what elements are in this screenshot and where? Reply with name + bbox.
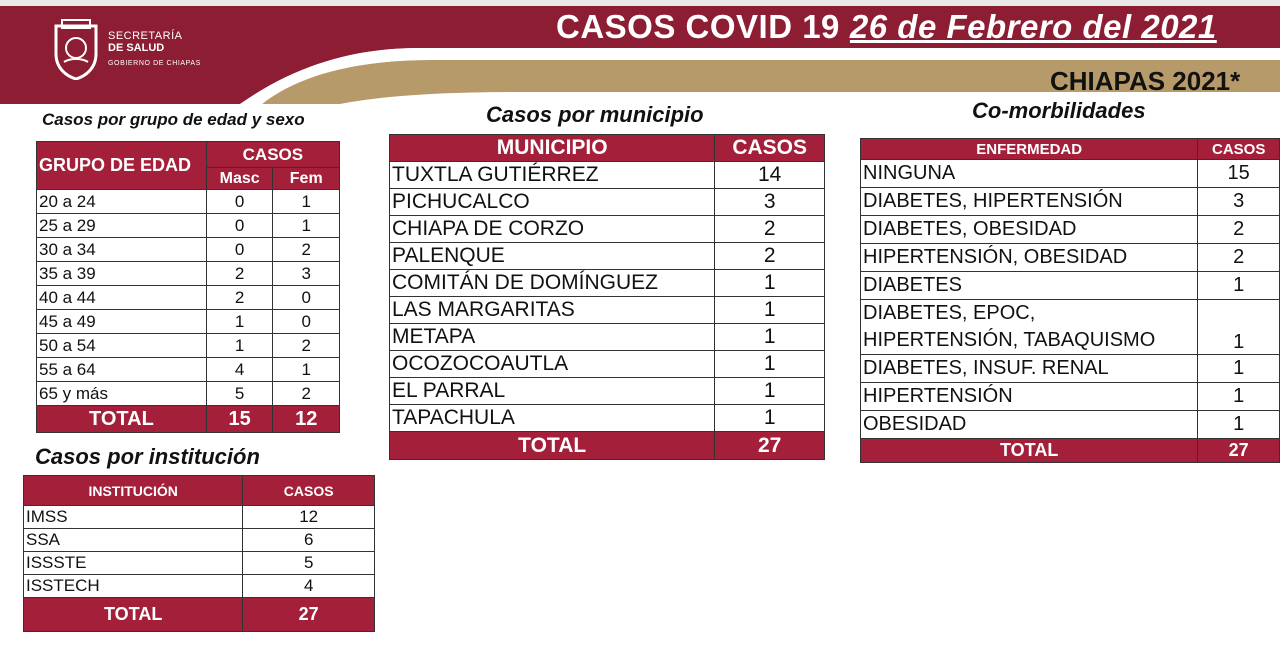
institution-table: [23, 475, 375, 632]
comorbidities-total-row: [861, 439, 1280, 463]
col-masc-header: Masc: [206, 168, 273, 190]
age-group-cell: 65 y más: [37, 382, 207, 406]
institution-cell: ISSSTE: [24, 552, 243, 575]
table-row: [37, 310, 340, 334]
municipality-total-row: [390, 432, 825, 460]
cases-cell: 2: [1198, 216, 1280, 244]
disease-cell: [861, 411, 1198, 439]
cases-cell: 1: [1198, 355, 1280, 383]
cases-cell: 1: [1198, 411, 1280, 439]
table-row: [390, 162, 825, 189]
municipality-cell: CHIAPA DE CORZO: [390, 216, 715, 243]
disease-cell: [861, 244, 1198, 272]
table-row: [37, 214, 340, 238]
logo-line-3: GOBIERNO DE CHIAPAS: [108, 60, 201, 68]
cases-cell: 2: [1198, 244, 1280, 272]
table-row: [390, 405, 825, 432]
logo-line-2: DE SALUD: [108, 42, 165, 55]
municipality-body: [390, 162, 825, 432]
comorbidities-body: [861, 160, 1280, 439]
table-row: [37, 382, 340, 406]
cases-cell: 1: [715, 324, 825, 351]
disease-name: DIABETES, EPOC,: [863, 302, 1036, 324]
table-row: [390, 216, 825, 243]
municipality-cell: PICHUCALCO: [390, 189, 715, 216]
cases-cell: 12: [243, 506, 375, 529]
fem-cell: 2: [273, 334, 340, 358]
table-row: [24, 552, 375, 575]
cases-cell: 1: [715, 297, 825, 324]
masc-cell: 2: [206, 286, 273, 310]
table-row: [37, 286, 340, 310]
age-sex-table: [36, 141, 340, 433]
table-row: [390, 243, 825, 270]
total-label: TOTAL: [37, 406, 207, 433]
age-sex-title: Casos por grupo de edad y sexo: [42, 110, 305, 129]
state-label: CHIAPAS 2021*: [1050, 66, 1241, 96]
cases-cell: 3: [715, 189, 825, 216]
total-value: 27: [1198, 439, 1280, 463]
col-cases-header: CASOS: [243, 476, 375, 506]
total-label: TOTAL: [861, 439, 1198, 463]
municipality-cell: OCOZOCOAUTLA: [390, 351, 715, 378]
fem-cell: 1: [273, 190, 340, 214]
fem-cell: 3: [273, 262, 340, 286]
municipality-cell: METAPA: [390, 324, 715, 351]
municipality-cell: COMITÁN DE DOMÍNGUEZ: [390, 270, 715, 297]
table-row: [37, 334, 340, 358]
municipality-cell: TUXTLA GUTIÉRREZ: [390, 162, 715, 189]
municipality-title: Casos por municipio: [486, 102, 704, 127]
cases-cell: 1: [1198, 300, 1280, 355]
table-row: [37, 238, 340, 262]
cases-cell: 2: [715, 243, 825, 270]
age-group-cell: 20 a 24: [37, 190, 207, 214]
cases-cell: 2: [715, 216, 825, 243]
table-row: [861, 216, 1280, 244]
col-fem-header: Fem: [273, 168, 340, 190]
municipality-table: [389, 134, 825, 460]
table-row: [390, 324, 825, 351]
logo-line-1: SECRETARÍA: [108, 30, 183, 42]
comorbidities-title: Co-morbilidades: [972, 98, 1146, 123]
table-row: [861, 383, 1280, 411]
institution-cell: SSA: [24, 529, 243, 552]
cases-cell: 1: [715, 405, 825, 432]
total-label: TOTAL: [24, 598, 243, 632]
disease-name: OBESIDAD: [863, 413, 967, 435]
col-group-header: GRUPO DE EDAD: [37, 142, 207, 190]
disease-name: HIPERTENSIÓN: [863, 385, 1013, 407]
disease-name: DIABETES, HIPERTENSIÓN: [863, 190, 1123, 212]
table-row: [861, 160, 1280, 188]
table-row: [861, 355, 1280, 383]
fem-cell: 2: [273, 238, 340, 262]
col-disease-header: ENFERMEDAD: [861, 139, 1198, 160]
disease-cell: [861, 216, 1198, 244]
institution-total-row: [24, 598, 375, 632]
table-row: [861, 188, 1280, 216]
col-cases-header: CASOS: [206, 142, 339, 168]
cases-cell: 3: [1198, 188, 1280, 216]
institution-cell: IMSS: [24, 506, 243, 529]
disease-name-line-2: HIPERTENSIÓN, TABAQUISMO: [863, 329, 1156, 351]
total-value: 27: [243, 598, 375, 632]
age-total-row: [37, 406, 340, 433]
disease-cell: [861, 160, 1198, 188]
table-row: [861, 244, 1280, 272]
title-text: CASOS COVID 19: [556, 8, 840, 45]
table-row: [37, 358, 340, 382]
age-group-cell: 25 a 29: [37, 214, 207, 238]
fem-cell: 2: [273, 382, 340, 406]
table-row: [861, 411, 1280, 439]
disease-name: NINGUNA: [863, 162, 956, 184]
institution-title: Casos por institución: [35, 444, 260, 469]
table-row: [861, 300, 1280, 355]
cases-cell: 1: [715, 378, 825, 405]
age-group-cell: 30 a 34: [37, 238, 207, 262]
comorbidities-table: [860, 138, 1280, 463]
cases-cell: 1: [715, 351, 825, 378]
cases-cell: 5: [243, 552, 375, 575]
table-row: [37, 190, 340, 214]
municipality-cell: EL PARRAL: [390, 378, 715, 405]
cases-cell: 6: [243, 529, 375, 552]
municipality-cell: TAPACHULA: [390, 405, 715, 432]
total-value: 27: [715, 432, 825, 460]
municipality-cell: LAS MARGARITAS: [390, 297, 715, 324]
table-row: [390, 297, 825, 324]
masc-cell: 0: [206, 190, 273, 214]
disease-name: DIABETES, OBESIDAD: [863, 218, 1077, 240]
fem-cell: 0: [273, 310, 340, 334]
disease-cell: [861, 272, 1198, 300]
table-row: [390, 351, 825, 378]
title-date: 26 de Febrero del 2021: [849, 8, 1217, 45]
disease-cell: [861, 300, 1198, 355]
page-title: [556, 8, 1217, 46]
masc-cell: 1: [206, 334, 273, 358]
table-row: [37, 262, 340, 286]
institution-body: [24, 506, 375, 598]
table-row: [24, 529, 375, 552]
col-municipality-header: MUNICIPIO: [390, 135, 715, 162]
fem-cell: 1: [273, 358, 340, 382]
total-masc: 15: [206, 406, 273, 433]
table-row: [390, 270, 825, 297]
cases-cell: 14: [715, 162, 825, 189]
cases-cell: 15: [1198, 160, 1280, 188]
masc-cell: 1: [206, 310, 273, 334]
logo-text: [108, 30, 201, 68]
disease-cell: [861, 188, 1198, 216]
age-group-cell: 40 a 44: [37, 286, 207, 310]
fem-cell: 1: [273, 214, 340, 238]
age-group-cell: 45 a 49: [37, 310, 207, 334]
cases-cell: 1: [715, 270, 825, 297]
disease-name: DIABETES, INSUF. RENAL: [863, 357, 1109, 379]
cases-cell: 1: [1198, 272, 1280, 300]
age-sex-body: [37, 190, 340, 406]
disease-name: HIPERTENSIÓN, OBESIDAD: [863, 246, 1128, 268]
disease-cell: [861, 383, 1198, 411]
col-cases-header: CASOS: [1198, 139, 1280, 160]
cases-cell: 4: [243, 575, 375, 598]
coat-of-arms-icon: [50, 18, 102, 80]
total-fem: 12: [273, 406, 340, 433]
masc-cell: 4: [206, 358, 273, 382]
age-group-cell: 55 a 64: [37, 358, 207, 382]
disease-name: DIABETES: [863, 274, 962, 296]
col-cases-header: CASOS: [715, 135, 825, 162]
masc-cell: 0: [206, 238, 273, 262]
fem-cell: 0: [273, 286, 340, 310]
table-row: [861, 272, 1280, 300]
masc-cell: 5: [206, 382, 273, 406]
cases-cell: 1: [1198, 383, 1280, 411]
col-institution-header: INSTITUCIÓN: [24, 476, 243, 506]
table-row: [390, 189, 825, 216]
age-group-cell: 50 a 54: [37, 334, 207, 358]
disease-cell: [861, 355, 1198, 383]
total-label: TOTAL: [390, 432, 715, 460]
table-row: [24, 506, 375, 529]
masc-cell: 0: [206, 214, 273, 238]
municipality-cell: PALENQUE: [390, 243, 715, 270]
table-row: [24, 575, 375, 598]
masc-cell: 2: [206, 262, 273, 286]
age-group-cell: 35 a 39: [37, 262, 207, 286]
institution-cell: ISSTECH: [24, 575, 243, 598]
table-row: [390, 378, 825, 405]
